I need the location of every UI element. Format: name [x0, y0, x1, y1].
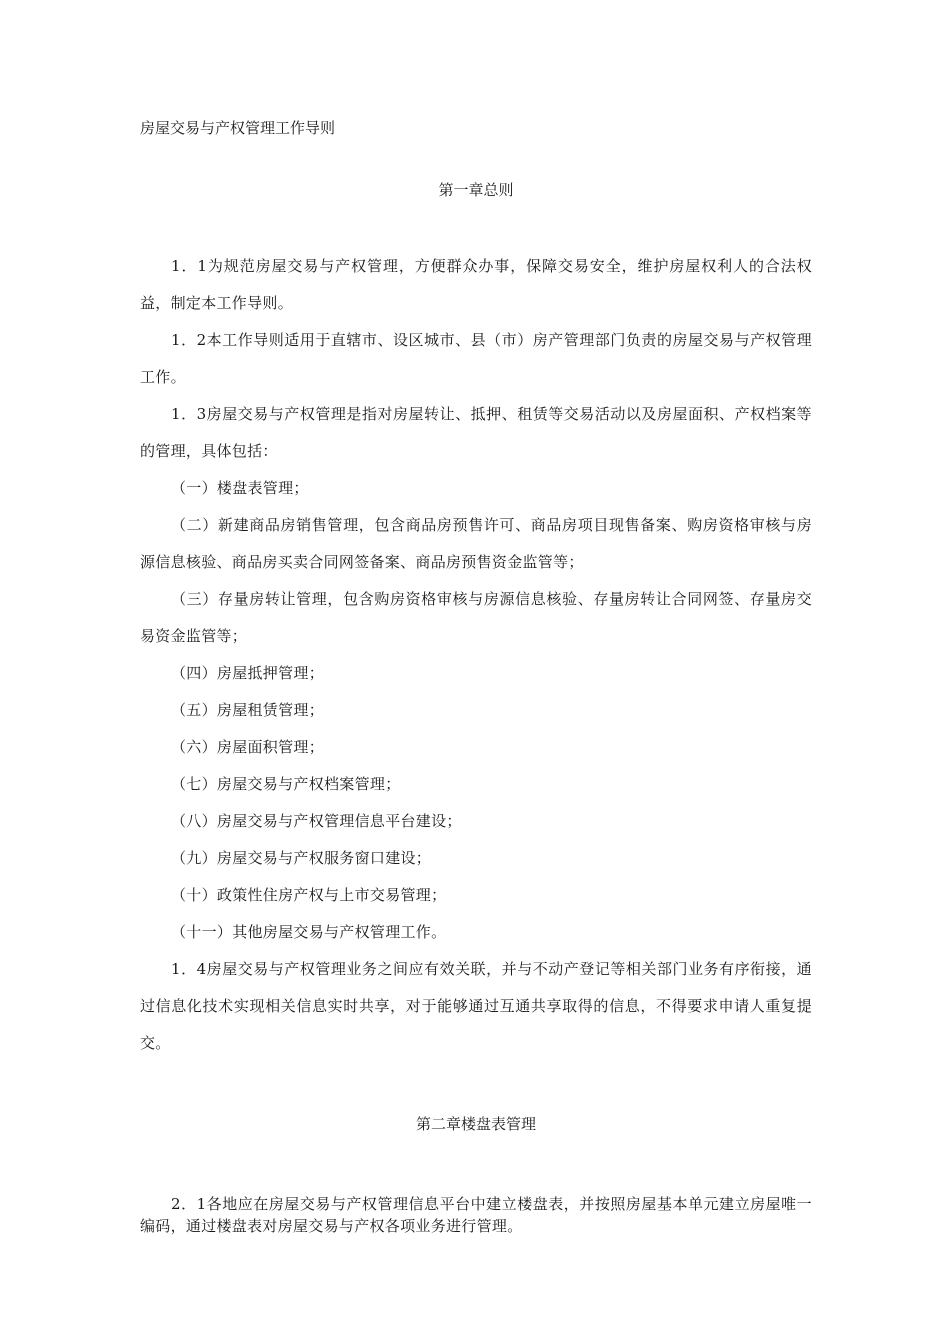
- chapter-2-body: [140, 1193, 812, 1237]
- document-title: 房屋交易与产权管理工作导则: [140, 119, 336, 137]
- paragraph-1-4: 1．4房屋交易与产权管理业务之间应有效关联，并与不动产登记等相关部门业务有序衔接，通过信息化技术实现相关信息实时共享，对于能够通过互通共享取得的信息，不得要求申请人重复提交。: [140, 960, 812, 1052]
- list-item-3: （三）存量房转让管理，包含购房资格审核与房源信息核验、存量房转让合同网签、存量房交易资金监管等；: [140, 590, 812, 645]
- list-item-1: （一）楼盘表管理；: [171, 479, 309, 497]
- list-item-6: （六）房屋面积管理；: [171, 738, 325, 756]
- list-item-5: （五）房屋租赁管理；: [171, 701, 325, 719]
- list-item-7: （七）房屋交易与产权档案管理；: [171, 775, 401, 793]
- list-item-10: （十）政策性住房产权与上市交易管理；: [171, 886, 447, 904]
- paragraph-2-1: 2．1各地应在房屋交易与产权管理信息平台中建立楼盘表，并按照房屋基本单元建立房屋唯一编码，通过楼盘表对房屋交易与产权各项业务进行管理。: [140, 1195, 812, 1235]
- list-item-8: （八）房屋交易与产权管理信息平台建设；: [171, 812, 462, 830]
- list-item-2: （二）新建商品房销售管理，包含商品房预售许可、商品房项目现售备案、购房资格审核与房源信息核验、商品房买卖合同网签备案、商品房预售资金监管等；: [140, 516, 812, 571]
- chapter-1-body: [140, 248, 812, 1062]
- chapter-1-heading: 第一章总则: [438, 181, 514, 199]
- list-item-4: （四）房屋抵押管理；: [171, 664, 325, 682]
- list-item-11: （十一）其他房屋交易与产权管理工作。: [171, 923, 447, 941]
- list-item-9: （九）房屋交易与产权服务窗口建设；: [171, 849, 432, 867]
- paragraph-1-1: 1．1为规范房屋交易与产权管理，方便群众办事，保障交易安全，维护房屋权利人的合法权益，制定本工作导则。: [140, 257, 812, 312]
- paragraph-1-2: 1．2本工作导则适用于直辖市、设区城市、县（市）房产管理部门负责的房屋交易与产权管理工作。: [140, 331, 812, 386]
- paragraph-1-3: 1．3房屋交易与产权管理是指对房屋转让、抵押、租赁等交易活动以及房屋面积、产权档案等的管理，具体包括：: [140, 405, 812, 460]
- chapter-2-heading: 第二章楼盘表管理: [415, 1115, 536, 1133]
